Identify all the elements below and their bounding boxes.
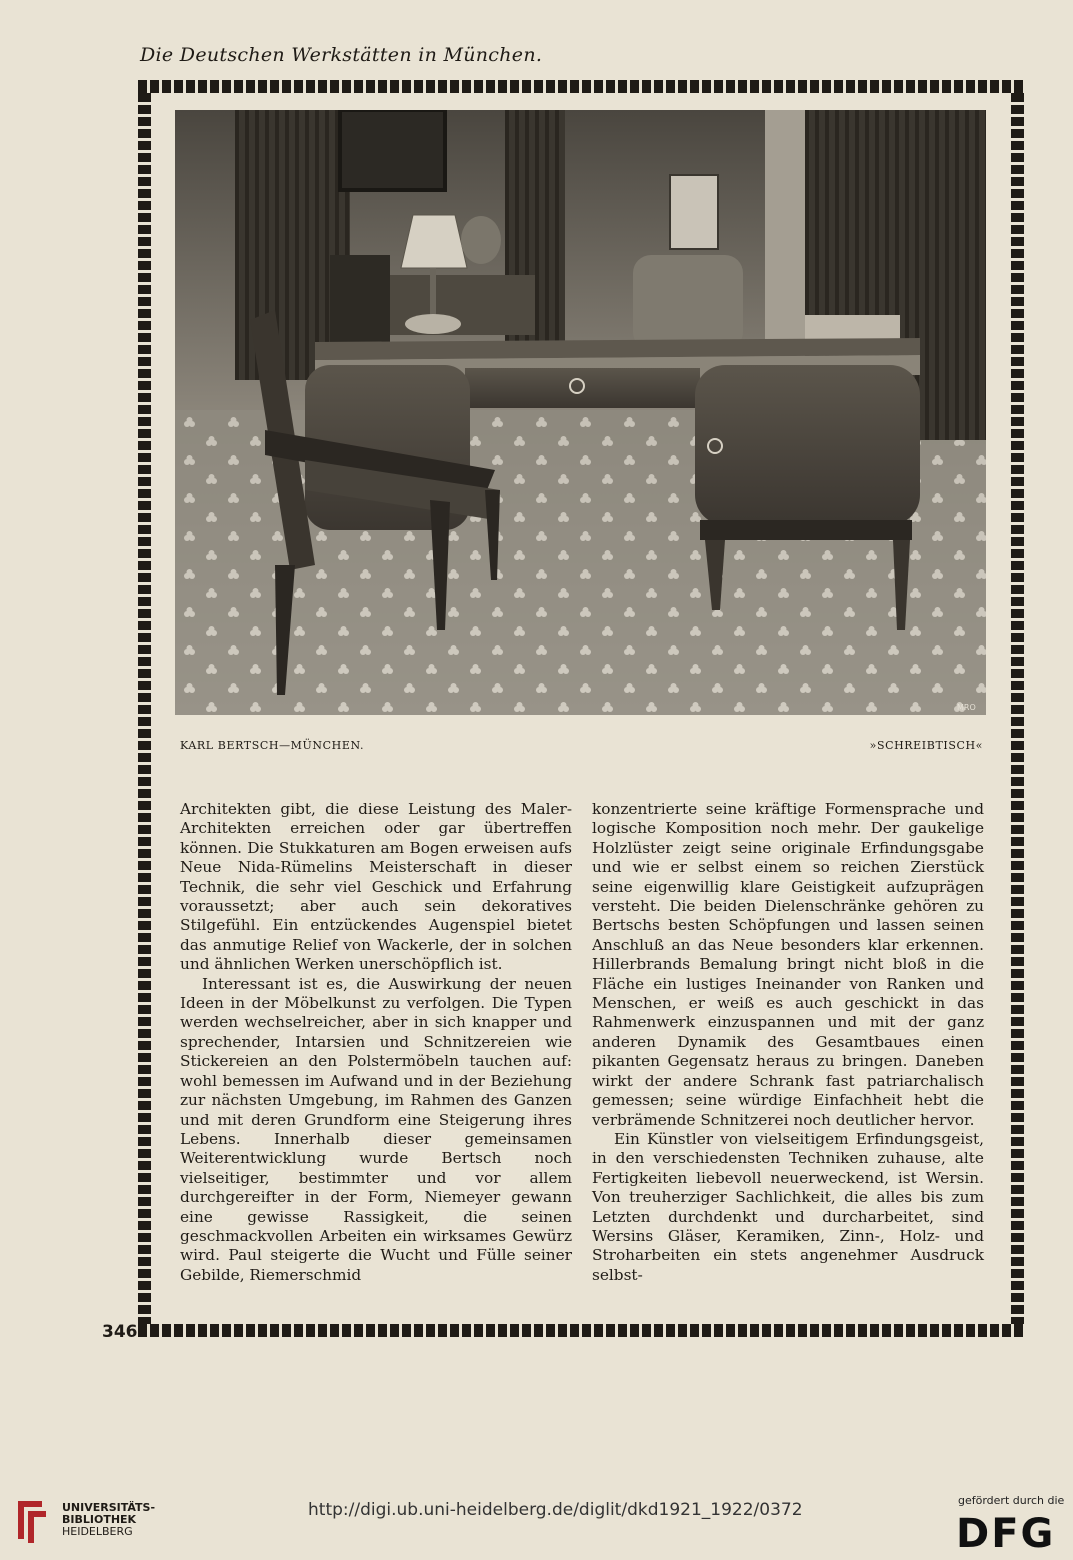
decorative-border-top <box>138 80 1024 93</box>
library-line: BIBLIOTHEK <box>62 1513 137 1526</box>
permalink-url[interactable]: http://digi.ub.uni-heidelberg.de/diglit/dkd1921_1922/0372 <box>308 1500 803 1520</box>
library-name <box>62 1502 155 1538</box>
photo-monogram: MRO <box>957 703 976 712</box>
page-number: 346 <box>102 1322 138 1342</box>
decorative-border-right <box>1011 93 1024 1324</box>
desk-photograph <box>175 110 986 715</box>
caption-designer: KARL BERTSCH—MÜNCHEN. <box>180 739 365 752</box>
dfg-logo: DFG <box>956 1511 1056 1557</box>
decorative-border-left <box>138 93 151 1324</box>
paragraph: konzentrierte seine kräftige Formensprache und logische Komposition noch mehr. Der gaukelige Holzlüster zeigt seine originale Erfindungsgabe und wie er selbst einem so reichen Zierstück seine eigenwillig klare Geistigkeit aufzuprägen versteht. Die beiden Dielenschränke gehören zu Bertschs besten Schöpfungen und lassen seinen Anschluß an das Neue besonders klar erkennen. Hillerbrands Bemalung bringt nicht bloß in die Fläche ein lustiges Ineinander von Ranken und Menschen, er weiß es auch geschickt in das Rahmenwerk einzuspannen und mit der ganz anderen Dynamik des Gesamtbaues einen pikanten Gegensatz heraus zu bringen. Daneben wirkt der andere Schrank fast patriarchalisch gemessen; seine würdige Einfachheit hebt die verbrämende Schnitzerei noch deutlicher hervor. <box>592 800 984 1129</box>
paragraph: Interessant ist es, die Auswirkung der neuen Ideen in der Möbelkunst zu verfolgen. Die Typen werden wechselreicher, aber in sich knapper und sprechender, Intarsien und Schnitzereien wie Stickereien an den Polstermöbeln tauchen auf: wohl bemessen im Aufwand und in der Beziehung zur nächsten Umgebung, im Rahmen des Ganzen und mit deren Grundform eine Steigerung ihres Lebens. Innerhalb dieser gemeinsamen Weiterentwicklung wurde Bertsch noch vielseitiger, bestimmter und vor allem durchgereifter in der Form, Niemeyer gewann eine gewisse Rassigkeit, die seinen geschmackvollen Arbeiten ein wirksames Gewürz wird. Paul steigerte die Wucht und Fülle seiner Gebilde, Riemerschmid <box>180 974 572 1284</box>
library-line: HEIDELBERG <box>62 1525 133 1538</box>
library-logo-icon <box>12 1495 52 1545</box>
text-column-right <box>592 800 984 1285</box>
paragraph: Ein Künstler von vielseitigem Erfindungsgeist, in den verschiedensten Techniken zuhause, alte Fertigkeiten liebevoll neuerweckend, ist Wersin. Von treuherziger Sachlichkeit, die alles bis zum Letzten durchdenkt und durcharbeitet, sind Wersins Gläser, Keramiken, Zinn-, Holz- und Stroharbeiten ein stets angenehmer Ausdruck selbst- <box>592 1129 984 1284</box>
running-header: Die Deutschen Werkstätten in München. <box>140 44 543 66</box>
funding-note: gefördert durch die <box>958 1494 1065 1507</box>
caption-title: »SCHREIBTISCH« <box>869 739 983 752</box>
paragraph: Architekten gibt, die diese Leistung des Maler-Architekten erreichen oder gar übertreffen können. Die Stukkaturen am Bogen erweisen aufs Neue Nida-Rümelins Meisterschaft in dieser Technik, die sehr viel Geschick und Erfahrung voraussetzt; aber auch sein dekoratives Stilgefühl. Ein entzückendes Augenspiel bietet das anmutige Relief von Wackerle, der in solchen und ähnlichen Werken unerschöpflich ist. <box>180 800 572 974</box>
library-line: UNIVERSITÄTS- <box>62 1501 156 1514</box>
text-column-left <box>180 800 572 1285</box>
decorative-border-bottom <box>138 1324 1024 1337</box>
